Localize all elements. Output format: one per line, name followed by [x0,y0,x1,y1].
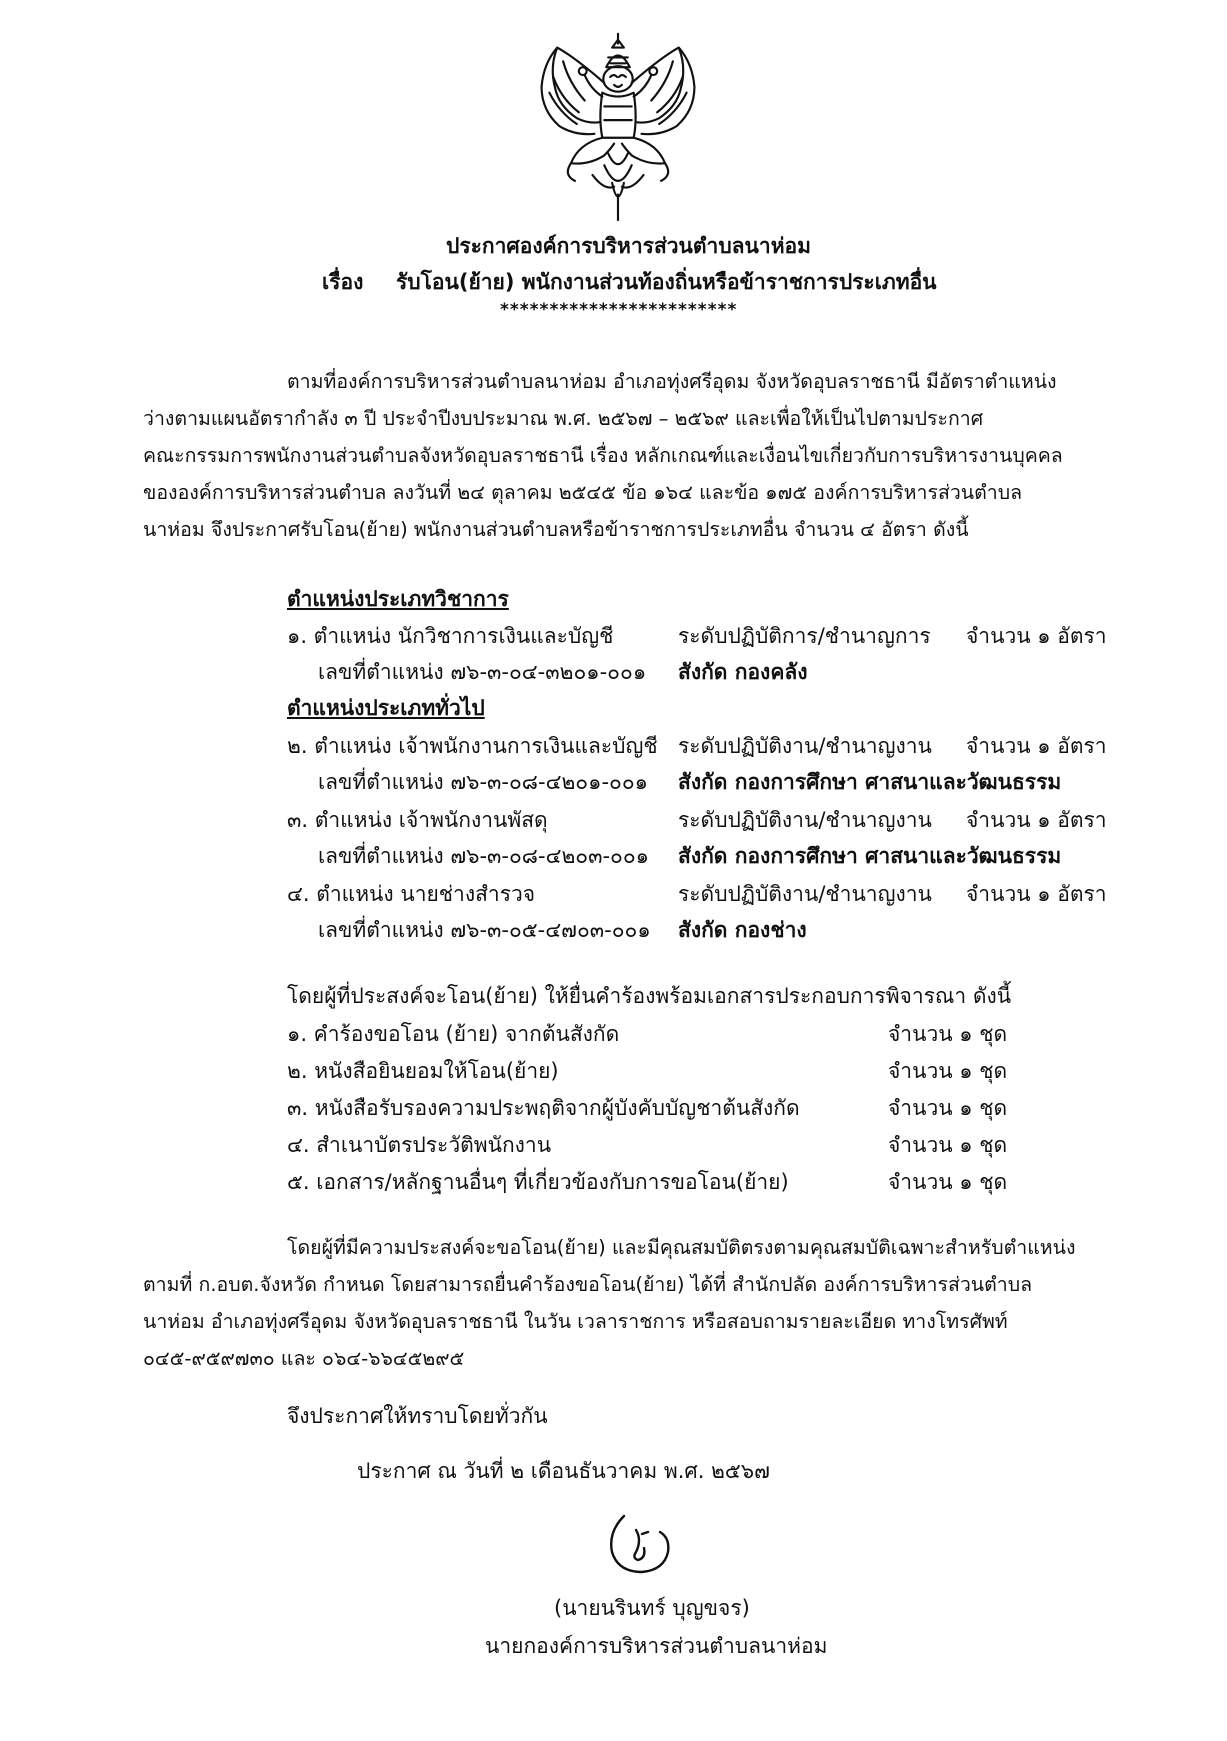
position-count: จำนวน ๑ อัตรา [966,624,1107,648]
document-count: จำนวน ๑ ชุด [888,1170,1008,1194]
application-line: โดยผู้ที่มีความประสงค์จะขอโอน(ย้าย) และมีคุณสมบัติตรงตามคุณสมบัติเฉพาะสำหรับตำแหน่ง [287,1236,1076,1259]
application-line: ๐๔๕-๙๕๙๗๓๐ และ ๐๖๔-๖๖๔๕๒๙๕ [143,1347,465,1370]
position-division: สังกัด กองการศึกษา ศาสนาและวัฒนธรรม [678,770,1062,794]
document-label: ๔. สำเนาบัตรประวัติพนักงาน [287,1133,552,1157]
document-count: จำนวน ๑ ชุด [888,1022,1008,1046]
subject-label: เรื่อง [322,270,364,294]
intro-line: ขององค์การบริหารส่วนตำบล ลงวันที่ ๒๔ ตุลาคม ๒๕๔๕ ข้อ ๑๖๔ และข้อ ๑๗๕ องค์การบริหารส่วนตำบล [143,481,1023,504]
position-division: สังกัด กองการศึกษา ศาสนาและวัฒนธรรม [678,844,1062,868]
position-division: สังกัด กองคลัง [678,660,808,684]
document-label: ๒. หนังสือยินยอมให้โอน(ย้าย) [287,1059,559,1083]
document-count: จำนวน ๑ ชุด [888,1096,1008,1120]
divider-stars: ************************ [500,300,738,320]
signature-icon [602,1512,682,1578]
position-level: ระดับปฏิบัติงาน/ชำนาญงาน [678,882,932,906]
subject-text: รับโอน(ย้าย) พนักงานส่วนท้องถิ่นหรือข้าราชการประเภทอื่น [396,270,937,294]
position-count: จำนวน ๑ อัตรา [966,734,1107,758]
position-number: เลขที่ตำแหน่ง ๗๖-๓-๐๘-๔๒๐๓-๐๐๑ [318,844,650,868]
position-title: ๓. ตำแหน่ง เจ้าพนักงานพัสดุ [287,808,548,832]
announcement-title: ประกาศองค์การบริหารส่วนตำบลนาห่อม [446,234,811,258]
closing-statement: จึงประกาศให้ทราบโดยทั่วกัน [287,1404,548,1428]
academic-heading: ตำแหน่งประเภทวิชาการ [287,587,509,611]
position-count: จำนวน ๑ อัตรา [966,882,1107,906]
document-item [0,1166,1227,1200]
position-level: ระดับปฏิบัติงาน/ชำนาญงาน [678,808,932,832]
document-item [0,1055,1227,1089]
garuda-emblem-icon [520,28,716,224]
position-row [0,620,1227,654]
position-level: ระดับปฏิบัติการ/ชำนาญการ [678,624,931,648]
document-item [0,1092,1227,1126]
position-row [0,730,1227,764]
position-division: สังกัด กองช่าง [678,918,807,942]
document-count: จำนวน ๑ ชุด [888,1133,1008,1157]
document-label: ๕. เอกสาร/หลักฐานอื่นๆ ที่เกี่ยวข้องกับการขอโอน(ย้าย) [287,1170,789,1194]
document-item [0,1018,1227,1052]
intro-line: นาห่อม จึงประกาศรับโอน(ย้าย) พนักงานส่วนตำบลหรือข้าราชการประเภทอื่น จำนวน ๔ อัตรา ดังนี้ [143,518,969,541]
document-count: จำนวน ๑ ชุด [888,1059,1008,1083]
position-detail-row [0,766,1227,800]
announcement-date: ประกาศ ณ วันที่ ๒ เดือนธันวาคม พ.ศ. ๒๕๖๗ [357,1459,770,1483]
position-number: เลขที่ตำแหน่ง ๗๖-๓-๐๘-๔๒๐๑-๐๐๑ [318,770,648,794]
signer-name: (นายนรินทร์ บุญขจร) [554,1596,750,1620]
intro-line: คณะกรรมการพนักงานส่วนตำบลจังหวัดอุบลราชธานี เรื่อง หลักเกณฑ์และเงื่อนไขเกี่ยวกับการบริหารงานบุคคล [143,444,1063,467]
application-line: นาห่อม อำเภอทุ่งศรีอุดม จังหวัดอุบลราชธานี ในวัน เวลาราชการ หรือสอบถามรายละเอียด ทางโทรศัพท์ [143,1310,1008,1333]
position-detail-row [0,656,1227,690]
position-detail-row [0,914,1227,948]
position-row [0,804,1227,838]
documents-intro: โดยผู้ที่ประสงค์จะโอน(ย้าย) ให้ยื่นคำร้องพร้อมเอกสารประกอบการพิจารณา ดังนี้ [287,984,1012,1008]
application-line: ตามที่ ก.อบต.จังหวัด กำหนด โดยสามารถยื่นคำร้องขอโอน(ย้าย) ได้ที่ สำนักปลัด องค์การบริหารส่วนตำบล [143,1273,1033,1296]
signer-title: นายกองค์การบริหารส่วนตำบลนาห่อม [485,1634,828,1658]
position-level: ระดับปฏิบัติงาน/ชำนาญงาน [678,734,932,758]
position-number: เลขที่ตำแหน่ง ๗๖-๓-๐๕-๔๗๐๓-๐๐๑ [318,918,651,942]
position-title: ๔. ตำแหน่ง นายช่างสำรวจ [287,882,536,906]
position-detail-row [0,840,1227,874]
general-heading: ตำแหน่งประเภททั่วไป [287,696,485,720]
position-count: จำนวน ๑ อัตรา [966,808,1107,832]
intro-line: ตามที่องค์การบริหารส่วนตำบลนาห่อม อำเภอทุ่งศรีอุดม จังหวัดอุบลราชธานี มีอัตราตำแหน่ง [287,370,1057,393]
document-label: ๓. หนังสือรับรองความประพฤติจากผู้บังคับบัญชาต้นสังกัด [287,1096,800,1120]
document-label: ๑. คำร้องขอโอน (ย้าย) จากต้นสังกัด [287,1022,620,1046]
position-title: ๒. ตำแหน่ง เจ้าพนักงานการเงินและบัญชี [287,734,658,758]
position-title: ๑. ตำแหน่ง นักวิชาการเงินและบัญชี [287,624,614,648]
position-number: เลขที่ตำแหน่ง ๗๖-๓-๐๔-๓๒๐๑-๐๐๑ [318,660,647,684]
document-item [0,1129,1227,1163]
position-row [0,878,1227,912]
intro-line: ว่างตามแผนอัตรากำลัง ๓ ปี ประจำปีงบประมาณ พ.ศ. ๒๕๖๗ – ๒๕๖๙ และเพื่อให้เป็นไปตามประกาศ [143,407,984,430]
